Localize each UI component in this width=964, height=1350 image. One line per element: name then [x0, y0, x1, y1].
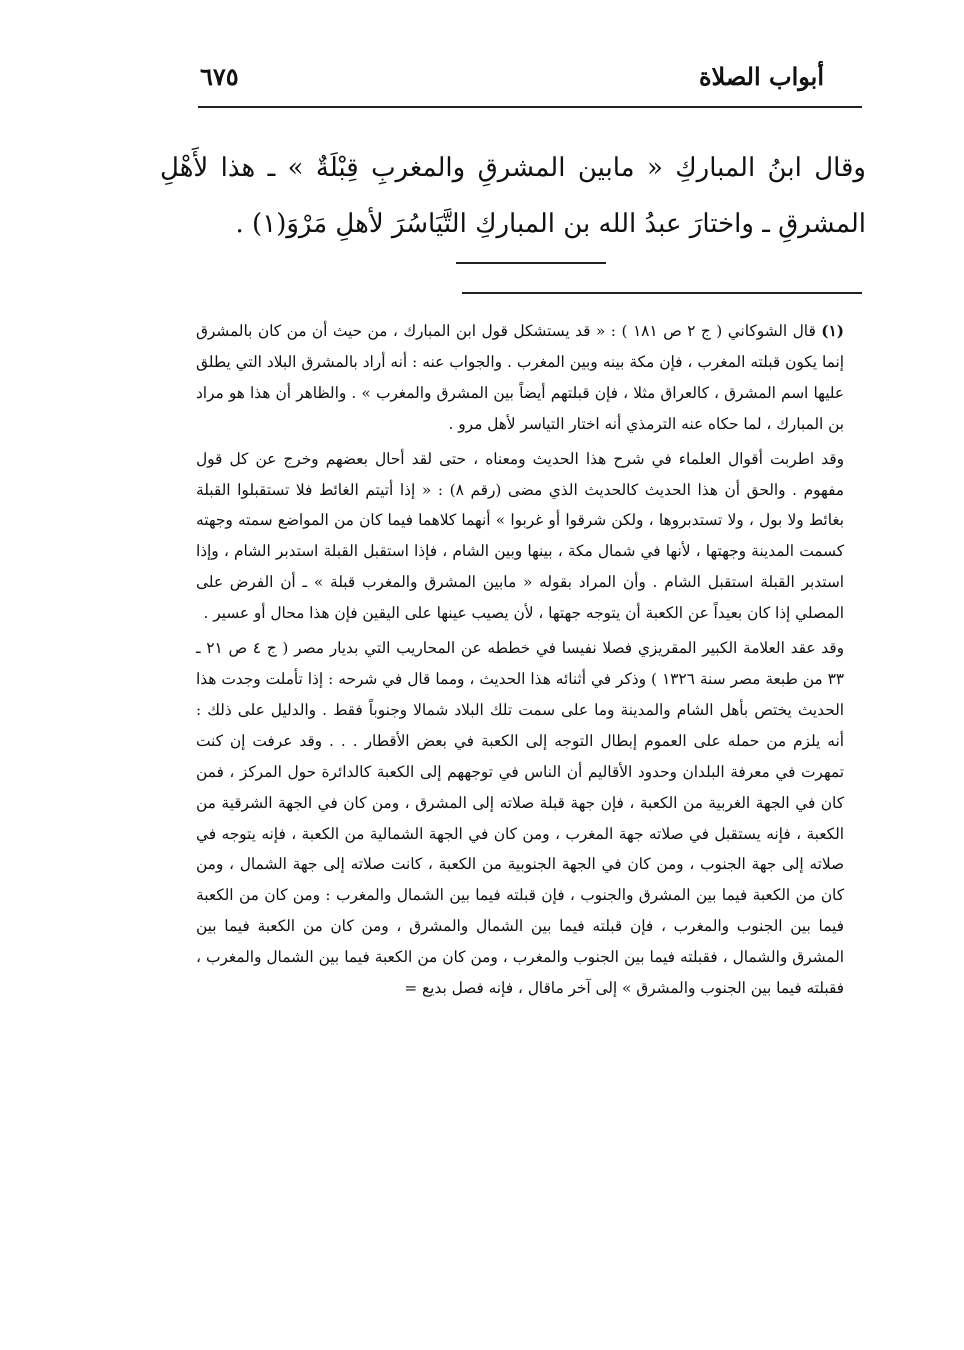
footnote-rule	[462, 292, 862, 294]
footnote-marker: (١)	[821, 322, 844, 340]
chapter-title: أبواب الصلاة	[698, 62, 824, 91]
footnote-paragraph-3: وقد عقد العلامة الكبير المقريزي فصلا نفيسا في خططه عن المحاريب التي بديار مصر ( ج ٤ ص ٢١ ـ ٣٣ من طبعة مصر سنة ١٣٢٦ ) وذكر في أثنائه هذا الحديث ، ومما قال في شرحه : إذا تأملت وجدت هذا الحديث يختص بأهل الشام والمدينة وما على سمت تلك البلاد شمالا وجنوباً فقط . والدليل على ذلك : أنه يلزم من حمله على العموم إبطال التوجه إلى الكعبة في بعض الأقطار . . . وقد عرفت إن كنت تمهرت في معرفة البلدان وحدود الأقاليم أن الناس في توجههم إلى الكعبة كالدائرة حول المركز ، فمن كان في الجهة الغربية من الكعبة ، فإن جهة قبلة صلاته إلى المشرق ، ومن كان في الجهة الشرقية من الكعبة ، فإنه يستقبل في صلاته جهة المغرب ، ومن كان في الجهة الشمالية من الكعبة ، فإنه يتوجه في صلاته إلى جهة الجنوب ، ومن كان في الجهة الجنوبية من الكعبة ، كانت صلاته إلى جهة الشمال ، ومن كان من الكعبة فيما بين المشرق والجنوب ، فإن قبلته فيما بين الشمال والمغرب : ومن كان من الكعبة فيما بين الجنوب والمغرب ، فإن قبلته فيما بين الشمال والمشرق ، ومن كان من الكعبة فيما بين المشرق والشمال ، فقبلته فيما بين الجنوب والمغرب ، ومن كان من الكعبة فيما بين الشمال والمغرب ، فقبلته فيما بين الجنوب والمشرق » إلى آخر ماقال ، فإنه فصل بديع =	[196, 639, 844, 998]
main-paragraph: وقال ابنُ المباركِ « مابين المشرقِ والمغربِ قِبْلَةٌ » ـ هذا لأَهْلِ المشرقِ ـ واختارَ عبدُ الله بن المباركِ التَّيَاسُرَ لأهلِ مَرْوَ(١) .	[160, 153, 866, 239]
section-divider	[456, 262, 606, 264]
footnote-paragraph-1	[196, 316, 844, 440]
page-number: ٦٧٥	[200, 62, 239, 91]
header-rule	[198, 106, 862, 108]
main-text	[160, 140, 866, 252]
footnote	[196, 316, 844, 1004]
running-header	[200, 62, 824, 102]
footnote-text-1: قال الشوكاني ( ج ٢ ص ١٨١ ) : « قد يستشكل قول ابن المبارك ، من حيث أن من كان بالمشرق إنما يكون قبلته المغرب ، فإن مكة بينه وبين المغرب . والجواب عنه : أنه أراد بالمشرق البلاد التي يطلق عليها اسم المشرق ، كالعراق مثلا ، فإن قبلتهم أيضاً بين المشرق والمغرب » . والظاهر أن هذا هو مراد بن المبارك ، لما حكاه عنه الترمذي أنه اختار التياسر لأهل مرو .	[196, 322, 844, 433]
footnote-paragraph-2: وقد اطربت أقوال العلماء في شرح هذا الحديث ومعناه ، حتى لقد أحال بعضهم وخرج عن كل قول مفهوم . والحق أن هذا الحديث كالحديث الذي مضى (رقم ٨) : « إذا أتيتم الغائط فلا تستقبلوا القبلة بغائط ولا بول ، ولا تستدبروها ، ولكن شرقوا أو غربوا » أنهما كلاهما فيما كان من المواضع سمته وجهته كسمت المدينة وجهتها ، لأنها في شمال مكة ، بينها وبين الشام ، فإذا استقبل القبلة استدبر الشام ، وإذا استدبر القبلة استقبل الشام . وأن المراد بقوله « مابين المشرق والمغرب قبلة » ـ أن الفرض على المصلي إذا كان بعيداً عن الكعبة أن يتوجه جهتها ، لأن يصيب عينها على اليقين فإن هذا محال أو عسير .	[196, 449, 844, 623]
